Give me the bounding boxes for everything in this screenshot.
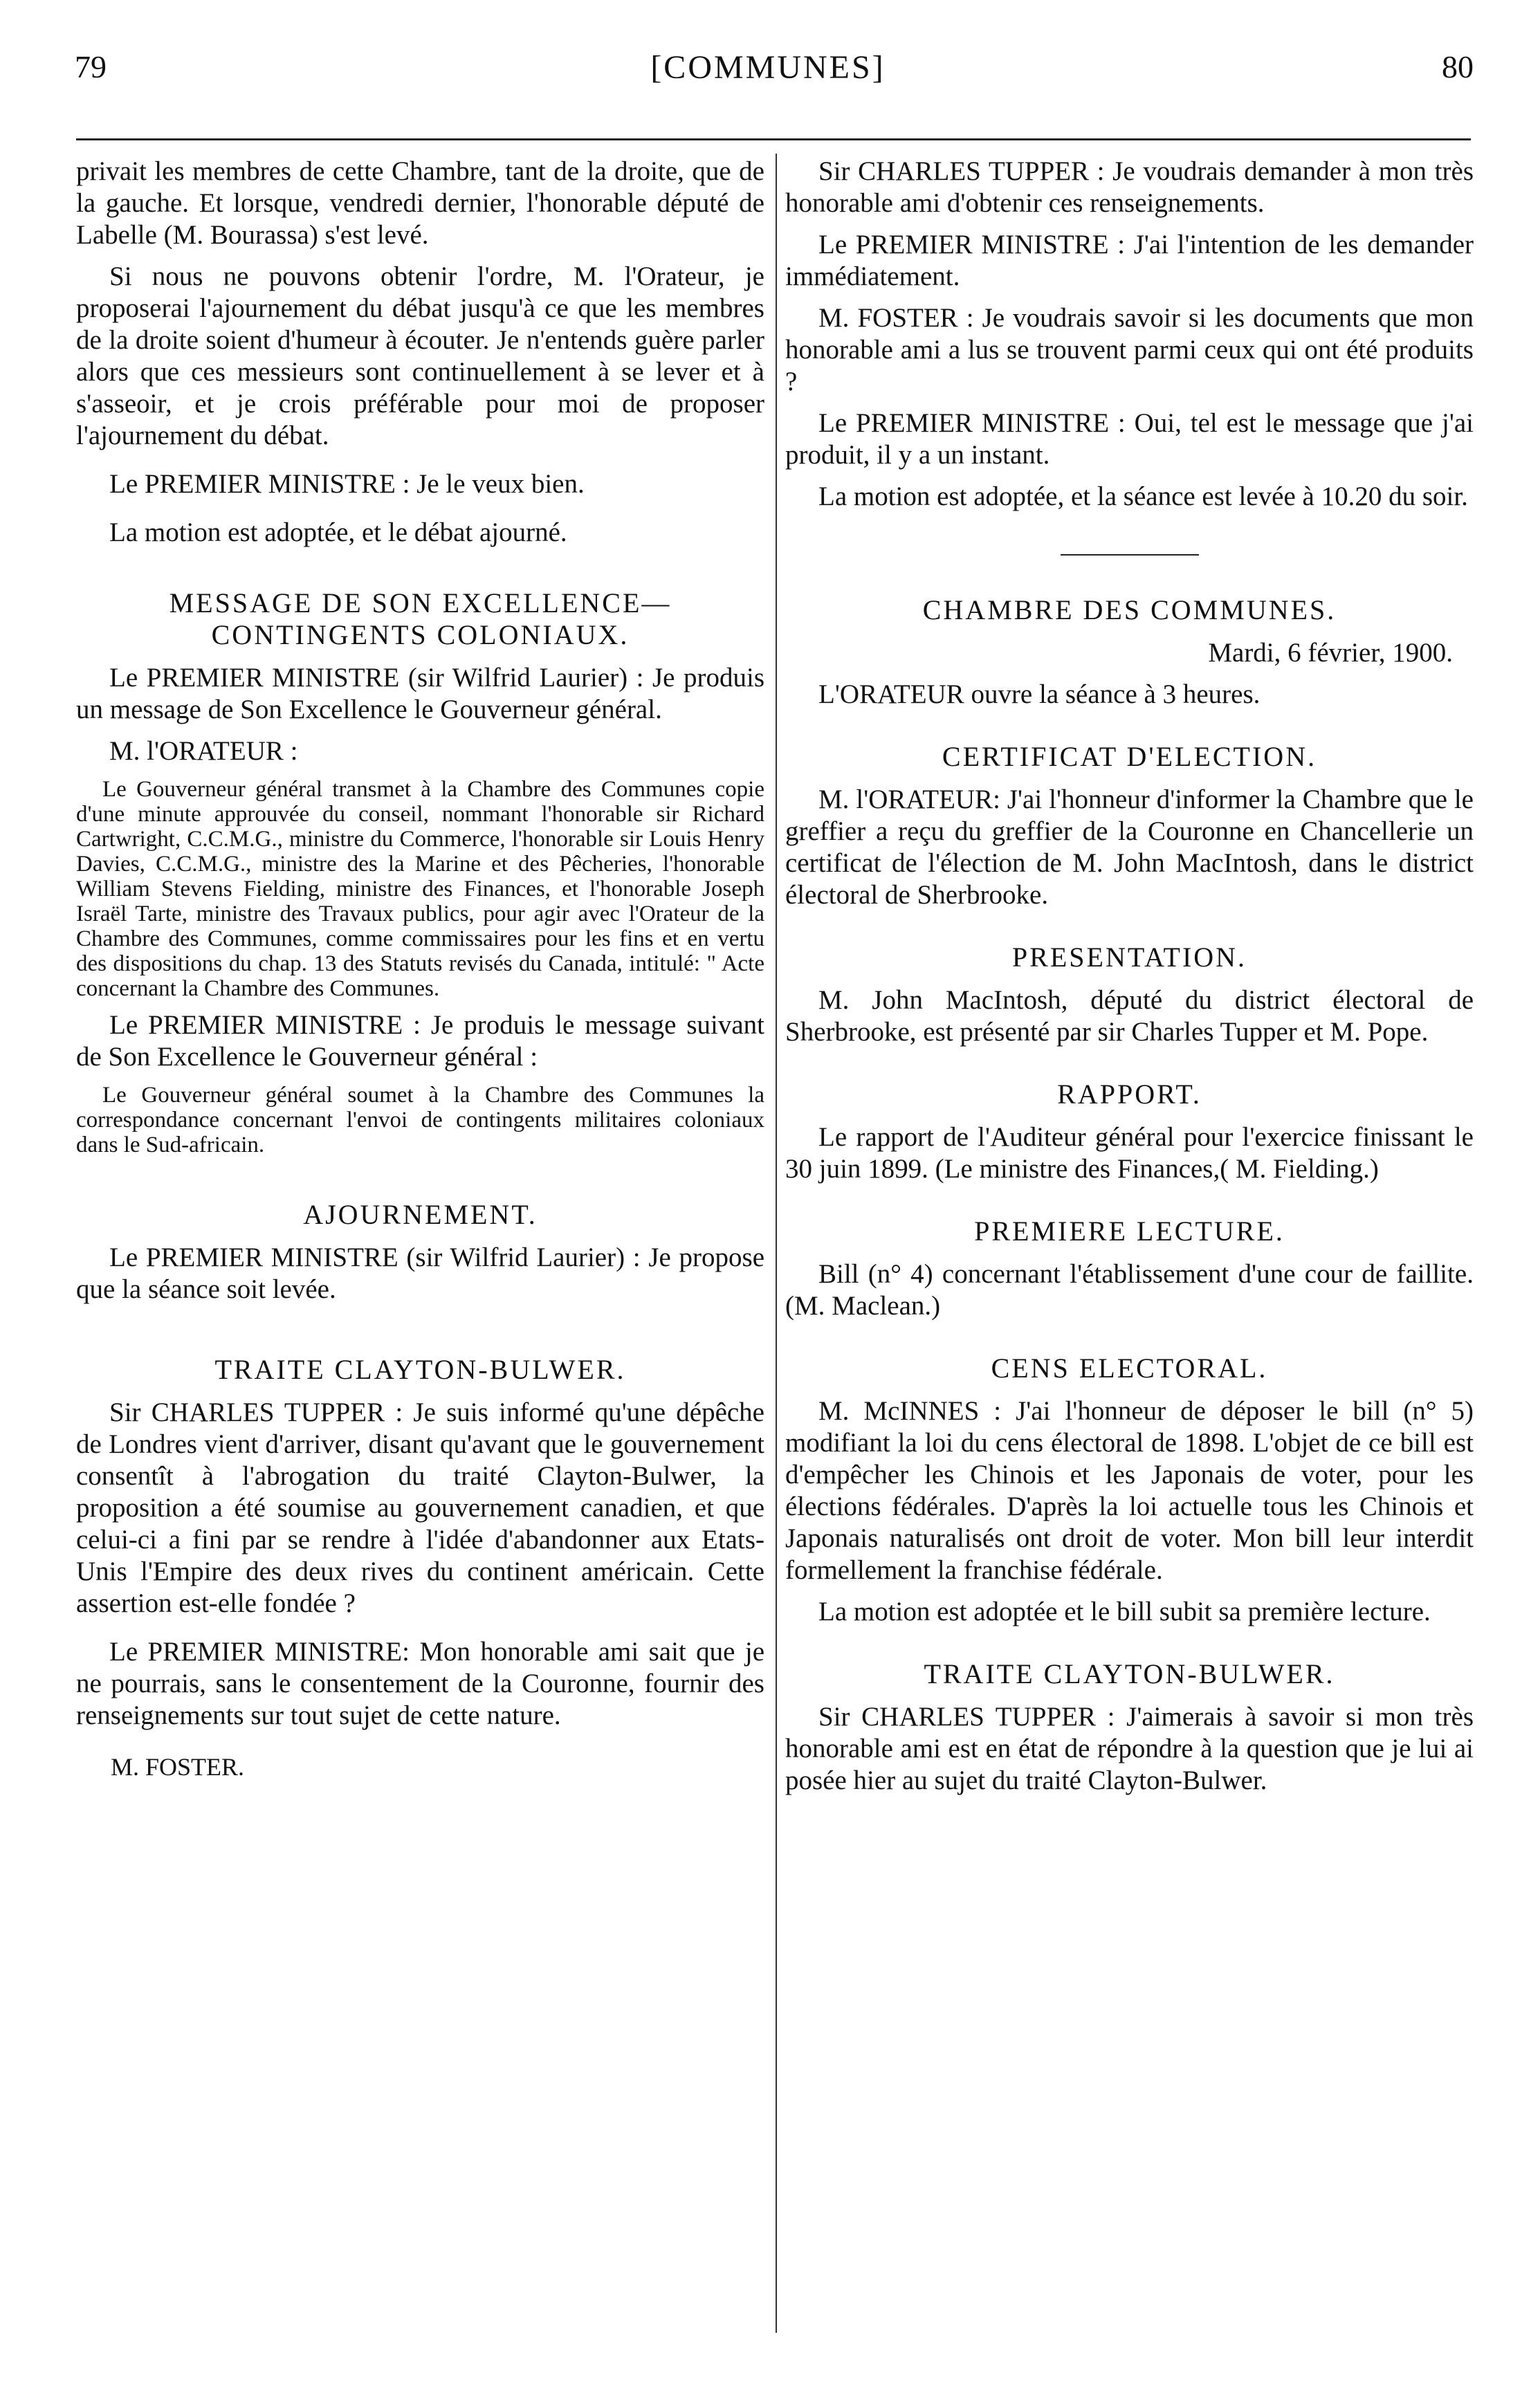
section-heading: AJOURNEMENT. [303,1199,538,1230]
section-heading: CENS ELECTORAL. [991,1353,1268,1384]
section-separator [1061,554,1199,556]
page-header [48,42,1487,90]
paragraph: Sir CHARLES TUPPER : J'aimerais à savoir si mon très honorable ami est en état de répondre à la question que je lui ai posée hier au sujet du traité Clayton-Bulwer. [785,1702,1474,1795]
section-heading: TRAITE CLAYTON-BULWER. [924,1658,1335,1689]
paragraph: M. l'ORATEUR: J'ai l'honneur d'informer la Chambre que le greffier a reçu du greffier de la Couronne en Chancellerie un certificat de l'élection de M. John MacIntosh, dans le district électoral de Sherbrooke. [785,785,1474,910]
paragraph: Sir CHARLES TUPPER : Je voudrais demander à mon très honorable ami d'obtenir ces renseignements. [785,156,1474,218]
paragraph: M. McINNES : J'ai l'honneur de déposer le bill (n° 5) modifiant la loi du cens électoral de 1898. L'objet de ce bill est d'empêcher les Chinois et les Japonais de voter, pour les élections fédérales. D'après la loi actuelle tous les Chinois et Japonais naturalisés ont droit de voter. Mon bill leur interdit formellement la franchise fédérale. [785,1396,1474,1585]
paragraph: Le rapport de l'Auditeur général pour l'exercice finissant le 30 juin 1899. (Le ministre des Finances,( M. Fielding.) [785,1122,1474,1184]
running-title: [COMMUNES] [650,49,886,86]
paragraph: La motion est adoptée et le bill subit sa première lecture. [818,1597,1431,1626]
page-number-left: 79 [75,49,107,84]
paragraph: Le PREMIER MINISTRE : J'ai l'intention de les demander immédiatement. [785,230,1474,291]
paragraph: La motion est adoptée, et le débat ajourné. [109,517,567,547]
paragraph: M. John MacIntosh, député du district électoral de Sherbrooke, est présenté par sir Charles Tupper et M. Pope. [785,985,1474,1047]
section-heading: CHAMBRE DES COMMUNES. [922,594,1337,625]
paragraph: Le PREMIER MINISTRE : Je le veux bien. [109,469,585,499]
section-heading: CERTIFICAT D'ELECTION. [942,741,1317,772]
paragraph: Bill (n° 4) concernant l'établissement d'une cour de faillite. (M. Maclean.) [785,1259,1474,1321]
paragraph: Le PREMIER MINISTRE (sir Wilfrid Laurier) : Je propose que la séance soit levée. [76,1243,764,1304]
column-divider [776,154,777,2333]
paragraph: Le PREMIER MINISTRE : Oui, tel est le message que j'ai produit, il y a un instant. [785,408,1474,470]
paragraph: Si nous ne pouvons obtenir l'ordre, M. l'Orateur, je proposerai l'ajournement du débat jusqu'à ce que les membres de la droite soient d'humeur à écouter. Je n'entends guère parler alors que ces messieurs sont continuellement à se lever et à s'asseoir, et je crois préférable pour moi de proposer l'ajournement du débat. [76,262,764,450]
section-heading: RAPPORT. [1057,1079,1202,1110]
paragraph: M. FOSTER : Je voudrais savoir si les documents que mon honorable ami a lus se trouvent parmi ceux qui ont été produits ? [785,303,1474,396]
right-column [785,156,1474,2369]
paragraph: Le PREMIER MINISTRE (sir Wilfrid Laurier) : Je produis un message de Son Excellence le Gouverneur général. [76,663,764,724]
signature-line: M. FOSTER. [111,1753,245,1781]
paragraph: privait les membres de cette Chambre, tant de la droite, que de la gauche. Et lorsque, vendredi dernier, l'honorable député de Labelle (M. Bourassa) s'est levé. [76,156,764,250]
page-number-right: 80 [1442,49,1474,84]
paragraph: Le PREMIER MINISTRE: Mon honorable ami sait que je ne pourrais, sans le consentement de la Couronne, fournir des renseignements sur tout sujet de cette nature. [76,1637,764,1730]
session-date: Mardi, 6 février, 1900. [1208,638,1453,668]
header-rule [76,138,1471,140]
left-column [76,156,764,2369]
section-heading: MESSAGE DE SON EXCELLENCE— CONTINGENTS COLONIAUX. [169,587,672,650]
paragraph: La motion est adoptée, et la séance est levée à 10.20 du soir. [818,482,1468,511]
section-heading: PRESENTATION. [1011,942,1247,973]
paragraph: Le PREMIER MINISTRE : Je produis le message suivant de Son Excellence le Gouverneur général : [76,1010,764,1072]
quoted-message: Le Gouverneur général transmet à la Chambre des Communes copie d'une minute approuvée du conseil, nommant l'honorable sir Richard Cartwright, C.C.M.G., ministre du Commerce, l'honorable sir Louis Henry Davies, C.C.M.G., ministre des la Marine et des Pêcheries, l'honorable William Stevens Fielding, ministre des Finances, et l'honorable Joseph Israël Tarte, ministre des Travaux publics, pour agir avec l'Orateur de la Chambre des Communes, comme commissaires pour les fins et en vertu des dispositions du chap. 13 des Statuts revisés du Canada, intitulé: " Acte concernant la Chambre des Communes. [76,777,764,1001]
quoted-message: Le Gouverneur général soumet à la Chambre des Communes la correspondance concernant l'envoi de contingents militaires coloniaux dans le Sud-africain. [76,1083,764,1157]
paragraph: M. l'ORATEUR : [109,736,298,766]
paragraph: L'ORATEUR ouvre la séance à 3 heures. [818,679,1261,709]
paragraph: Sir CHARLES TUPPER : Je suis informé qu'une dépêche de Londres vient d'arriver, disant qu'avant que le gouvernement consentît à l'abrogation du traité Clayton-Bulwer, la proposition a été soumise au gouvernement canadien, et que celui-ci a fini par se rendre à l'idée d'abandonner aux Etats-Unis l'Empire des deux rives du continent américain. Cette assertion est-elle fondée ? [76,1397,764,1618]
section-heading: TRAITE CLAYTON-BULWER. [214,1354,626,1385]
section-heading: PREMIERE LECTURE. [974,1216,1285,1247]
